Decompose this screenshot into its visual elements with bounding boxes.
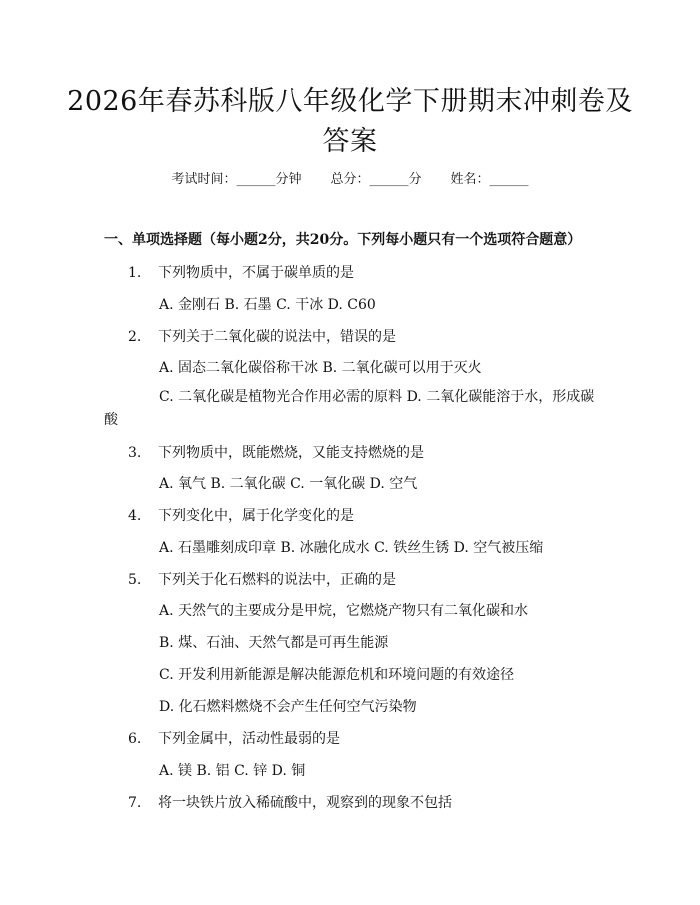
exam-score-field: 总分：______分 bbox=[330, 172, 422, 187]
question-5 bbox=[128, 569, 396, 589]
question-5-option-b: B. 煤、石油、天然气都是可再生能源 bbox=[159, 635, 389, 651]
question-3-options: A. 氧气 B. 二氧化碳 C. 一氧化碳 D. 空气 bbox=[159, 476, 418, 492]
question-number: 3. bbox=[128, 445, 142, 461]
exam-name-field: 姓名：______ bbox=[450, 172, 529, 187]
question-5-option-a: A. 天然气的主要成分是甲烷，它燃烧产物只有二氧化碳和水 bbox=[159, 603, 529, 619]
exam-meta-line bbox=[0, 168, 700, 187]
question-5-option-d: D. 化石燃料燃烧不会产生任何空气污染物 bbox=[159, 699, 417, 715]
question-text: 下列关于化石燃料的说法中，正确的是 bbox=[158, 572, 396, 588]
exam-time-field: 考试时间：______分钟 bbox=[171, 172, 302, 187]
question-number: 1. bbox=[128, 265, 142, 281]
question-6-options: A. 镁 B. 铝 C. 锌 D. 铜 bbox=[159, 763, 306, 779]
question-6 bbox=[128, 728, 340, 748]
question-4 bbox=[128, 505, 354, 525]
question-text: 下列关于二氧化碳的说法中，错误的是 bbox=[158, 329, 396, 345]
question-number: 5. bbox=[128, 572, 142, 588]
question-1-options: A. 金刚石 B. 石墨 C. 干冰 D. C60 bbox=[159, 297, 376, 313]
question-text: 下列金属中，活动性最弱的是 bbox=[158, 731, 340, 747]
question-2-options-line-1: A. 固态二氧化碳俗称干冰 B. 二氧化碳可以用于灭火 bbox=[159, 360, 482, 376]
question-text: 下列物质中，既能燃烧，又能支持燃烧的是 bbox=[158, 445, 424, 461]
question-2-options-line-2: C. 二氧化碳是植物光合作用必需的原料 D. 二氧化碳能溶于水，形成碳酸 bbox=[104, 389, 595, 428]
question-text: 将一块铁片放入稀硫酸中，观察到的现象不包括 bbox=[158, 795, 452, 811]
section-heading: 一、单项选择题（每小题2分，共20分。下列每小题只有一个选项符合题意） bbox=[104, 232, 582, 248]
question-text: 下列物质中，不属于碳单质的是 bbox=[158, 265, 354, 281]
question-text: 下列变化中，属于化学变化的是 bbox=[158, 508, 354, 524]
question-5-option-c: C. 开发利用新能源是解决能源危机和环境问题的有效途径 bbox=[159, 667, 515, 683]
question-4-options: A. 石墨雕刻成印章 B. 冰融化成水 C. 铁丝生锈 D. 空气被压缩 bbox=[159, 540, 544, 556]
question-3 bbox=[128, 442, 424, 462]
question-7 bbox=[128, 792, 452, 812]
question-number: 2. bbox=[128, 329, 142, 345]
document-title: 2026年春苏科版八年级化学下册期末冲刺卷及答案 bbox=[67, 86, 633, 157]
question-number: 7. bbox=[128, 795, 142, 811]
question-2 bbox=[128, 326, 396, 346]
question-number: 6. bbox=[128, 731, 142, 747]
question-number: 4. bbox=[128, 508, 142, 524]
question-1 bbox=[128, 262, 354, 282]
